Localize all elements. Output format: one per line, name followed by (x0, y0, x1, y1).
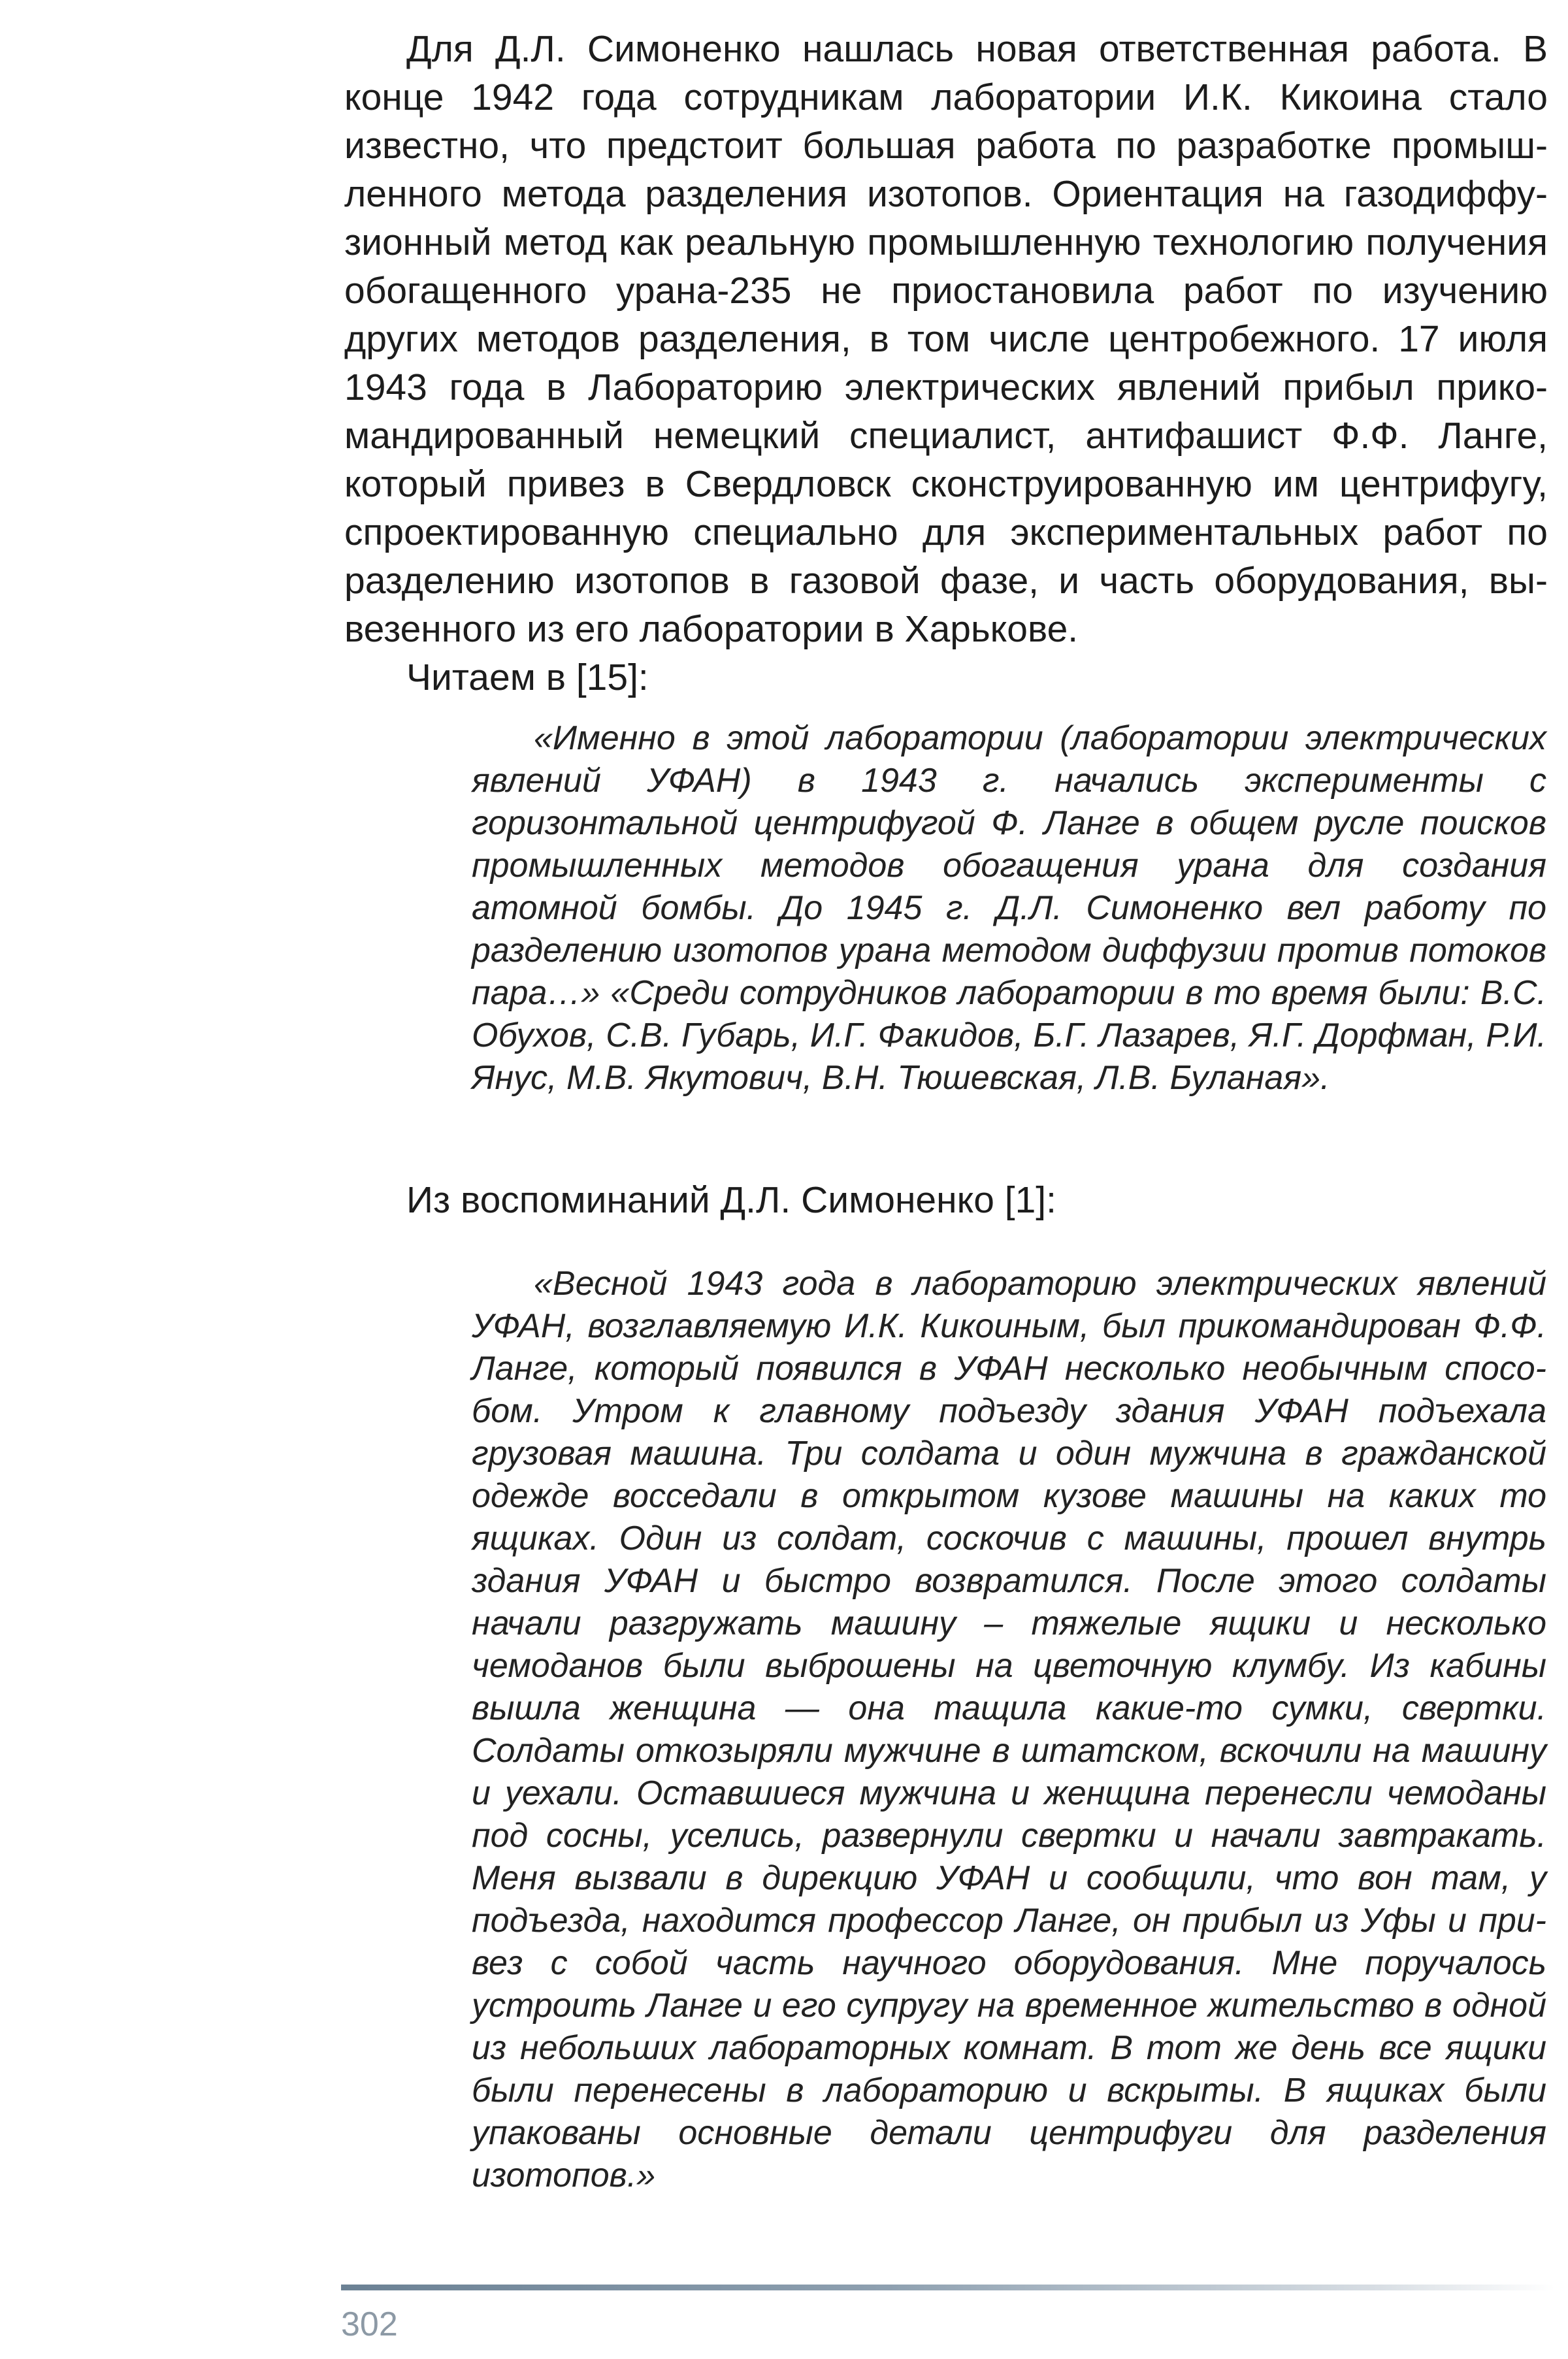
citation-lead-1: Читаем в [15]: (406, 657, 649, 698)
page-number: 302 (341, 2305, 398, 2343)
quote-block-2: «Весной 1943 года в лабораторию электрических явлений УФАН, возглавляемую И.К. Кикоиным, был прикомандирован Ф.Ф. Ланге, который появился в УФАН несколько необычным способом. Утром к главному подъезду здания УФАН подъехала грузовая машина. Три солдата и один мужчина в гражданской одежде восседали в открытом кузове машины на каких то ящиках. Один из солдат, соскочив с машины, прошел внутрь здания УФАН и быстро возвратился. После этого солдаты начали разгружать машину – тяжелые ящики и несколько чемоданов были выброшены на цветочную клумбу. Из кабины вышла женщина — она тащила какие-то сумки, свертки. Солдаты откозыряли мужчине в штатском, вскочили на машину и уехали. Оставшиеся мужчина и женщина перенесли чемоданы под сосны, уселись, развернули свертки и начали завтракать. Меня вызвали в дирекцию УФАН и сообщили, что вон там, у подъезда, находится профессор Ланге, он прибыл из Уфы и привез с собой часть научного оборудования. Мне поручалось устроить Ланге и его супругу на временное жительство в одной из небольших лабораторных комнат. В тот же день все ящики были перенесены в лабораторию и вскрыты. В ящиках были упакованы основные детали центрифуги для разделения изотопов.» (472, 1265, 1546, 2194)
footer-divider (341, 2285, 1555, 2290)
main-text-block (344, 25, 1548, 702)
quote-block-1: «Именно в этой лаборатории (лаборатории электрических явлений УФАН) в 1943 г. начались эксперименты с горизонтальной центрифугой Ф. Ланге в общем русле поисков промышленных методов обогащения урана для создания атомной бомбы. До 1945 г. Д.Л. Симоненко вел работу по разделению изотопов урана методом диффузии против потоков пара…» «Среди сотрудников лаборатории в то время были: В.С. Обухов, С.В. Губарь, И.Г. Факидов, Б.Г. Лазарев, Я.Г. Дорфман, Р.И. Янус, М.В. Якутович, В.Н. Тюшевская, Л.В. Буланая». (472, 719, 1546, 1097)
body-paragraph: Для Д.Л. Симоненко нашлась новая ответственная работа. В конце 1942 года сотрудникам лаборатории И.К. Кикоина стало известно, что предстоит большая работа по разработке промышленного метода разделения изотопов. Ориентация на газодиффузионный метод как реальную промышленную технологию получения обогащенного урана-235 не приостановила работ по изучению других методов разделения, в том числе центробежного. 17 июля 1943 года в Лабораторию электрических явлений прибыл прикомандированный немецкий специалист, антифашист Ф.Ф. Ланге, который привез в Свердловск сконструированную им центрифугу, спроектированную специально для экспериментальных работ по разделению изотопов в газовой фазе, и часть оборудования, вывезенного из его лаборатории в Харькове. (344, 28, 1548, 650)
citation-lead-2: Из воспоминаний Д.Л. Симоненко [1]: (406, 1179, 1056, 1221)
